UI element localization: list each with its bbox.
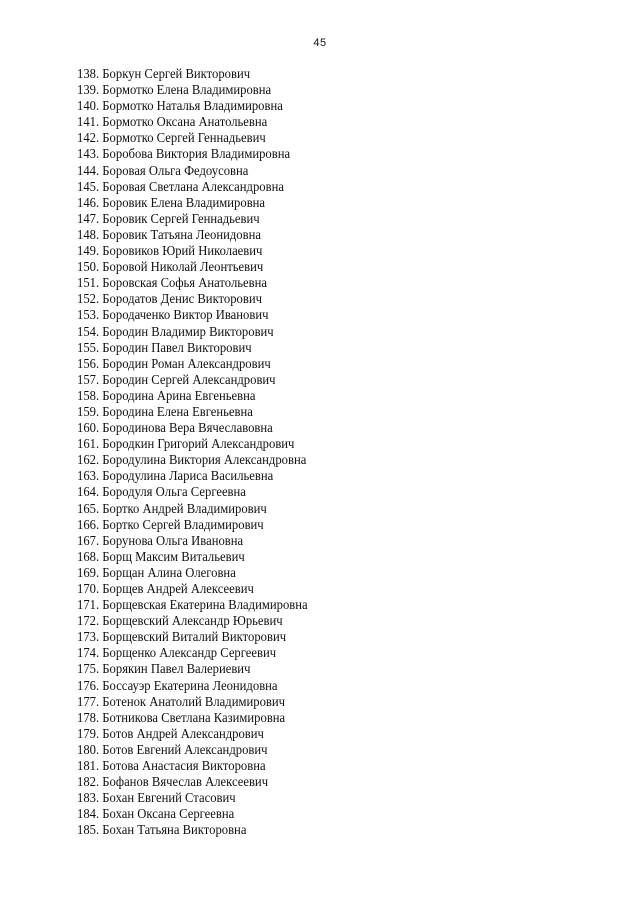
list-item [77, 710, 308, 726]
list-item [77, 581, 308, 597]
list-item [77, 678, 308, 694]
list-item [77, 645, 308, 661]
list-item [77, 372, 308, 388]
item-number: 162. [77, 452, 100, 468]
item-number: 184. [77, 806, 100, 822]
item-number: 160. [77, 420, 100, 436]
item-number: 176. [77, 677, 100, 693]
item-number: 185. [77, 822, 100, 838]
person-name: Борщенко Александр Сергеевич [102, 645, 277, 661]
item-number: 141. [77, 114, 100, 130]
person-name: Бородин Роман Александрович [102, 355, 271, 371]
item-number: 143. [77, 146, 100, 162]
list-item [77, 146, 308, 162]
person-name: Бородатов Денис Викторович [102, 291, 262, 307]
page-number: 45 [313, 37, 327, 49]
list-item [77, 259, 308, 275]
list-item [77, 565, 308, 581]
item-number: 175. [77, 661, 100, 677]
item-number: 174. [77, 645, 100, 661]
person-name: Борщан Алина Олеговна [102, 564, 236, 580]
person-name: Боровая Светлана Александровна [102, 178, 284, 194]
item-number: 152. [77, 291, 100, 307]
person-name: Бормотко Оксана Анатольевна [102, 114, 268, 130]
list-item [77, 356, 308, 372]
item-number: 150. [77, 259, 100, 275]
person-name: Боровик Елена Владимировна [102, 194, 266, 210]
item-number: 145. [77, 178, 100, 194]
person-name: Борунова Ольга Ивановна [102, 532, 244, 548]
list-item [77, 468, 308, 484]
name-list [77, 66, 325, 839]
item-number: 182. [77, 774, 100, 790]
item-number: 146. [77, 194, 100, 210]
person-name: Борщевский Александр Юрьевич [102, 613, 283, 629]
person-name: Бофанов Вячеслав Алексеевич [102, 774, 269, 790]
item-number: 173. [77, 629, 100, 645]
item-number: 148. [77, 226, 100, 242]
person-name: Боркун Сергей Викторович [102, 66, 251, 81]
list-item [77, 806, 308, 822]
list-item [77, 517, 308, 533]
list-item [77, 436, 308, 452]
person-name: Бормотко Наталья Владимировна [102, 98, 283, 114]
item-number: 156. [77, 355, 100, 371]
person-name: Ботов Андрей Александрович [102, 725, 264, 741]
person-name: Бохан Татьяна Викторовна [102, 822, 247, 838]
list-item [77, 661, 308, 677]
list-item [77, 694, 308, 710]
list-item [77, 163, 308, 179]
person-name: Бородинова Вера Вячеславовна [102, 420, 273, 436]
item-number: 157. [77, 371, 100, 387]
item-number: 170. [77, 581, 100, 596]
item-number: 151. [77, 275, 100, 291]
list-item [77, 404, 308, 420]
person-name: Борщев Андрей Алексеевич [102, 581, 254, 596]
list-item [77, 790, 308, 806]
list-item [77, 307, 308, 323]
item-number: 172. [77, 613, 100, 629]
item-number: 179. [77, 725, 100, 741]
person-name: Бортко Сергей Владимирович [102, 516, 264, 532]
item-number: 167. [77, 532, 100, 548]
person-name: Боровой Николай Леонтьевич [102, 259, 264, 275]
person-name: Бородина Елена Евгеньевна [102, 403, 253, 419]
person-name: Бородуля Ольга Сергеевна [102, 484, 246, 500]
item-number: 169. [77, 564, 100, 580]
list-item [77, 66, 308, 82]
list-item [77, 275, 308, 291]
list-item [77, 98, 308, 114]
item-number: 166. [77, 516, 100, 532]
item-number: 177. [77, 693, 100, 709]
person-name: Бородин Павел Викторович [102, 339, 252, 355]
item-number: 158. [77, 387, 100, 403]
person-name: Ботникова Светлана Казимировна [102, 709, 286, 725]
item-number: 180. [77, 741, 100, 757]
list-item [77, 130, 308, 146]
list-item [77, 324, 308, 340]
list-item [77, 82, 308, 98]
item-number: 139. [77, 82, 100, 98]
item-number: 168. [77, 548, 100, 564]
list-item [77, 340, 308, 356]
list-item [77, 227, 308, 243]
list-item [77, 501, 308, 517]
person-name: Бормотко Елена Владимировна [102, 82, 272, 98]
person-name: Боровик Татьяна Леонидовна [102, 226, 261, 242]
person-name: Бохан Евгений Стасович [102, 790, 236, 806]
list-item [77, 114, 308, 130]
list-item [77, 452, 308, 468]
person-name: Ботов Евгений Александрович [102, 741, 268, 757]
item-number: 144. [77, 162, 100, 178]
item-number: 147. [77, 210, 100, 226]
list-item [77, 388, 308, 404]
person-name: Бородин Сергей Александрович [102, 371, 276, 387]
item-number: 163. [77, 468, 100, 484]
list-item [77, 243, 308, 259]
list-item [77, 726, 308, 742]
list-item [77, 629, 308, 645]
person-name: Боровик Сергей Геннадьевич [102, 210, 260, 226]
list-item [77, 742, 308, 758]
person-name: Борщ Максим Витальевич [102, 548, 245, 564]
person-name: Бохан Оксана Сергеевна [102, 806, 235, 822]
item-number: 164. [77, 484, 100, 500]
person-name: Бортко Андрей Владимирович [102, 500, 267, 516]
person-name: Борщевская Екатерина Владимировна [102, 597, 308, 613]
person-name: Боробова Виктория Владимировна [102, 146, 291, 162]
person-name: Ботова Анастасия Викторовна [102, 758, 266, 774]
list-item [77, 758, 308, 774]
person-name: Борщевский Виталий Викторович [102, 629, 287, 645]
item-number: 181. [77, 758, 100, 774]
item-number: 149. [77, 243, 100, 259]
list-item [77, 291, 308, 307]
item-number: 159. [77, 403, 100, 419]
item-number: 155. [77, 339, 100, 355]
list-item [77, 549, 308, 565]
person-name: Бородкин Григорий Александрович [102, 436, 295, 452]
person-name: Ботенок Анатолий Владимирович [102, 693, 285, 709]
person-name: Борякин Павел Валериевич [102, 661, 251, 677]
person-name: Боровая Ольга Федоусовна [102, 162, 249, 178]
item-number: 138. [77, 66, 100, 81]
item-number: 161. [77, 436, 100, 452]
person-name: Боровиков Юрий Николаевич [102, 243, 263, 259]
list-item [77, 484, 308, 500]
item-number: 153. [77, 307, 100, 323]
list-item [77, 533, 308, 549]
list-item [77, 822, 308, 838]
list-item [77, 211, 308, 227]
person-name: Бородин Владимир Викторович [102, 323, 274, 339]
list-item [77, 597, 308, 613]
person-name: Боссауэр Екатерина Леонидовна [102, 677, 278, 693]
person-name: Бородаченко Виктор Иванович [102, 307, 269, 323]
list-item [77, 179, 308, 195]
item-number: 183. [77, 790, 100, 806]
item-number: 142. [77, 130, 100, 146]
item-number: 178. [77, 709, 100, 725]
list-item [77, 195, 308, 211]
person-name: Боровская Софья Анатольевна [102, 275, 267, 291]
list-item [77, 613, 308, 629]
item-number: 165. [77, 500, 100, 516]
person-name: Бородулина Виктория Александровна [102, 452, 307, 468]
list-item [77, 774, 308, 790]
item-number: 171. [77, 597, 100, 613]
person-name: Бородулина Лариса Васильевна [102, 468, 274, 484]
item-number: 140. [77, 98, 100, 114]
person-name: Бормотко Сергей Геннадьевич [102, 130, 266, 146]
person-name: Бородина Арина Евгеньевна [102, 387, 256, 403]
item-number: 154. [77, 323, 100, 339]
list-item [77, 420, 308, 436]
